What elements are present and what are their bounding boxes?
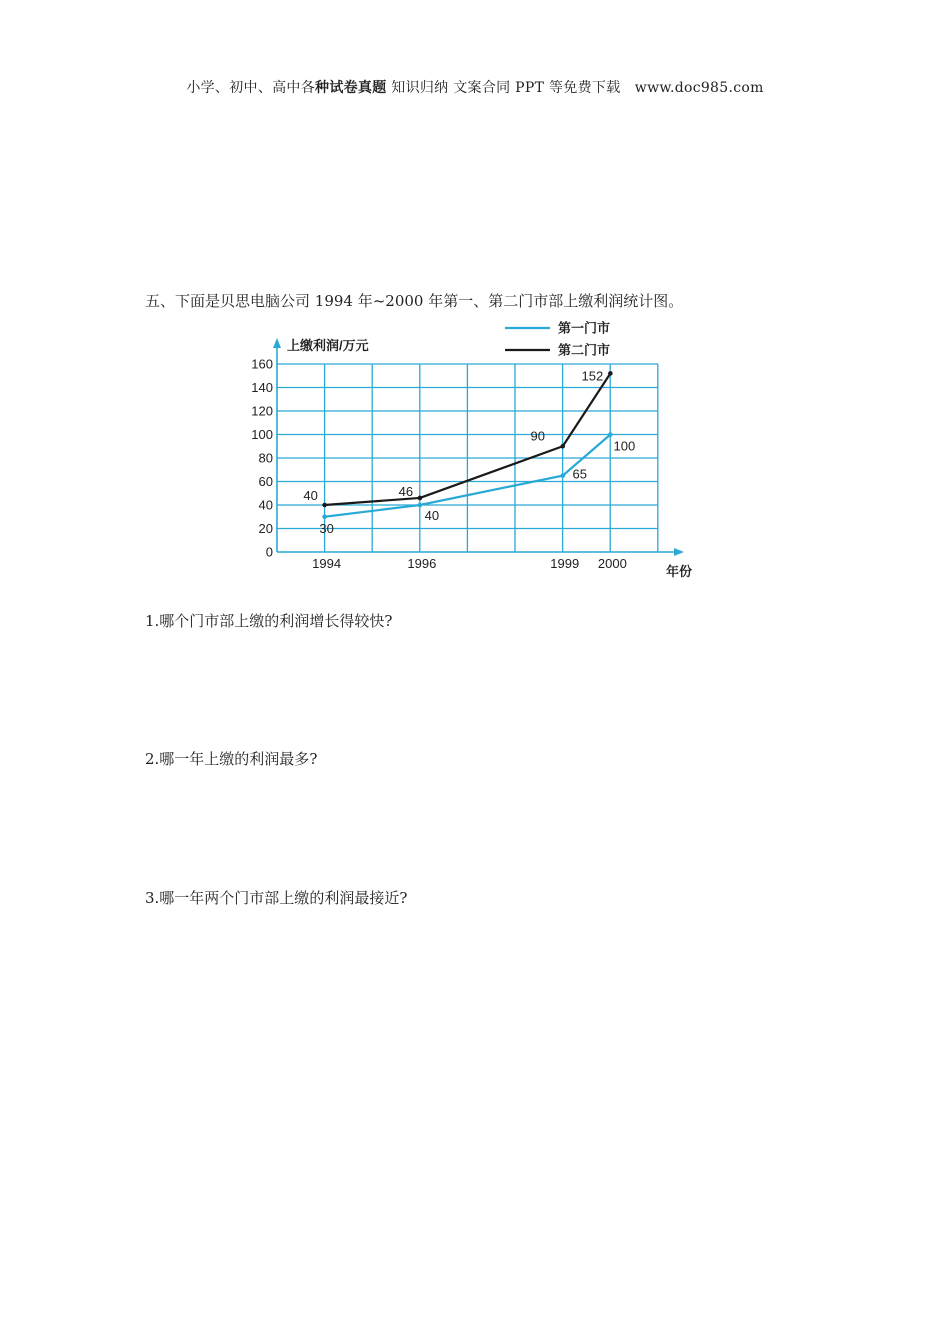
- data-point: [560, 473, 565, 478]
- chart-grid: [277, 364, 658, 552]
- data-label: 152: [581, 368, 604, 384]
- y-tick-label: 60: [258, 474, 273, 489]
- data-label: 30: [319, 520, 334, 536]
- data-point: [418, 496, 423, 501]
- y-tick-label: 0: [265, 544, 273, 560]
- y-tick-label: 80: [258, 450, 273, 466]
- legend-label-2: 第二门市: [558, 342, 611, 358]
- chart-legend: [505, 321, 610, 358]
- y-tick-label: 40: [258, 497, 273, 513]
- header-text-2: 种试卷真题: [315, 80, 387, 96]
- data-point: [418, 503, 423, 508]
- x-axis-arrow: [674, 548, 684, 556]
- y-tick-label: 100: [251, 427, 273, 442]
- data-point: [608, 432, 613, 437]
- y-axis-arrow: [273, 338, 281, 348]
- question-title: 五、下面是贝思电脑公司 1994 年~2000 年第一、第二门市部上缴利润统计图。: [145, 292, 684, 310]
- chart-series: [303, 368, 635, 535]
- y-tick-label: 120: [251, 403, 273, 419]
- data-label: 40: [424, 508, 440, 523]
- data-point: [322, 514, 327, 519]
- y-axis-label: 上缴利润/万元: [287, 338, 369, 353]
- y-tick-label: 140: [251, 380, 273, 395]
- data-label: 46: [398, 483, 414, 499]
- page-header: [0, 77, 950, 97]
- chart-ticks: [251, 357, 627, 572]
- line-chart: [0, 300, 950, 620]
- header-site-link[interactable]: www.doc985.com: [634, 80, 764, 96]
- data-point: [608, 371, 613, 376]
- x-tick-label: 1994: [312, 556, 342, 571]
- sub-question-1: 1.哪个门市部上缴的利润增长得较快?: [145, 612, 393, 630]
- data-point: [322, 503, 327, 508]
- x-tick-label: 2000: [597, 556, 627, 571]
- legend-label-1: 第一门市: [558, 320, 611, 336]
- data-label: 65: [572, 466, 587, 482]
- data-label: 100: [613, 438, 636, 454]
- header-text-3: 知识归纳 文案合同 PPT 等免费下载: [386, 80, 621, 96]
- sub-question-2: 2.哪一年上缴的利润最多?: [145, 750, 318, 768]
- x-tick-label: 1996: [407, 556, 437, 571]
- sub-question-3: 3.哪一年两个门市部上缴的利润最接近?: [145, 889, 408, 907]
- x-tick-label: 1999: [550, 556, 580, 571]
- data-label: 40: [303, 488, 318, 503]
- y-tick-label: 20: [258, 521, 273, 536]
- data-point: [560, 444, 565, 449]
- x-axis-label: 年份: [666, 564, 693, 579]
- y-tick-label: 160: [251, 356, 273, 372]
- data-label: 90: [530, 428, 545, 444]
- header-text-1: 小学、初中、高中各: [186, 80, 316, 96]
